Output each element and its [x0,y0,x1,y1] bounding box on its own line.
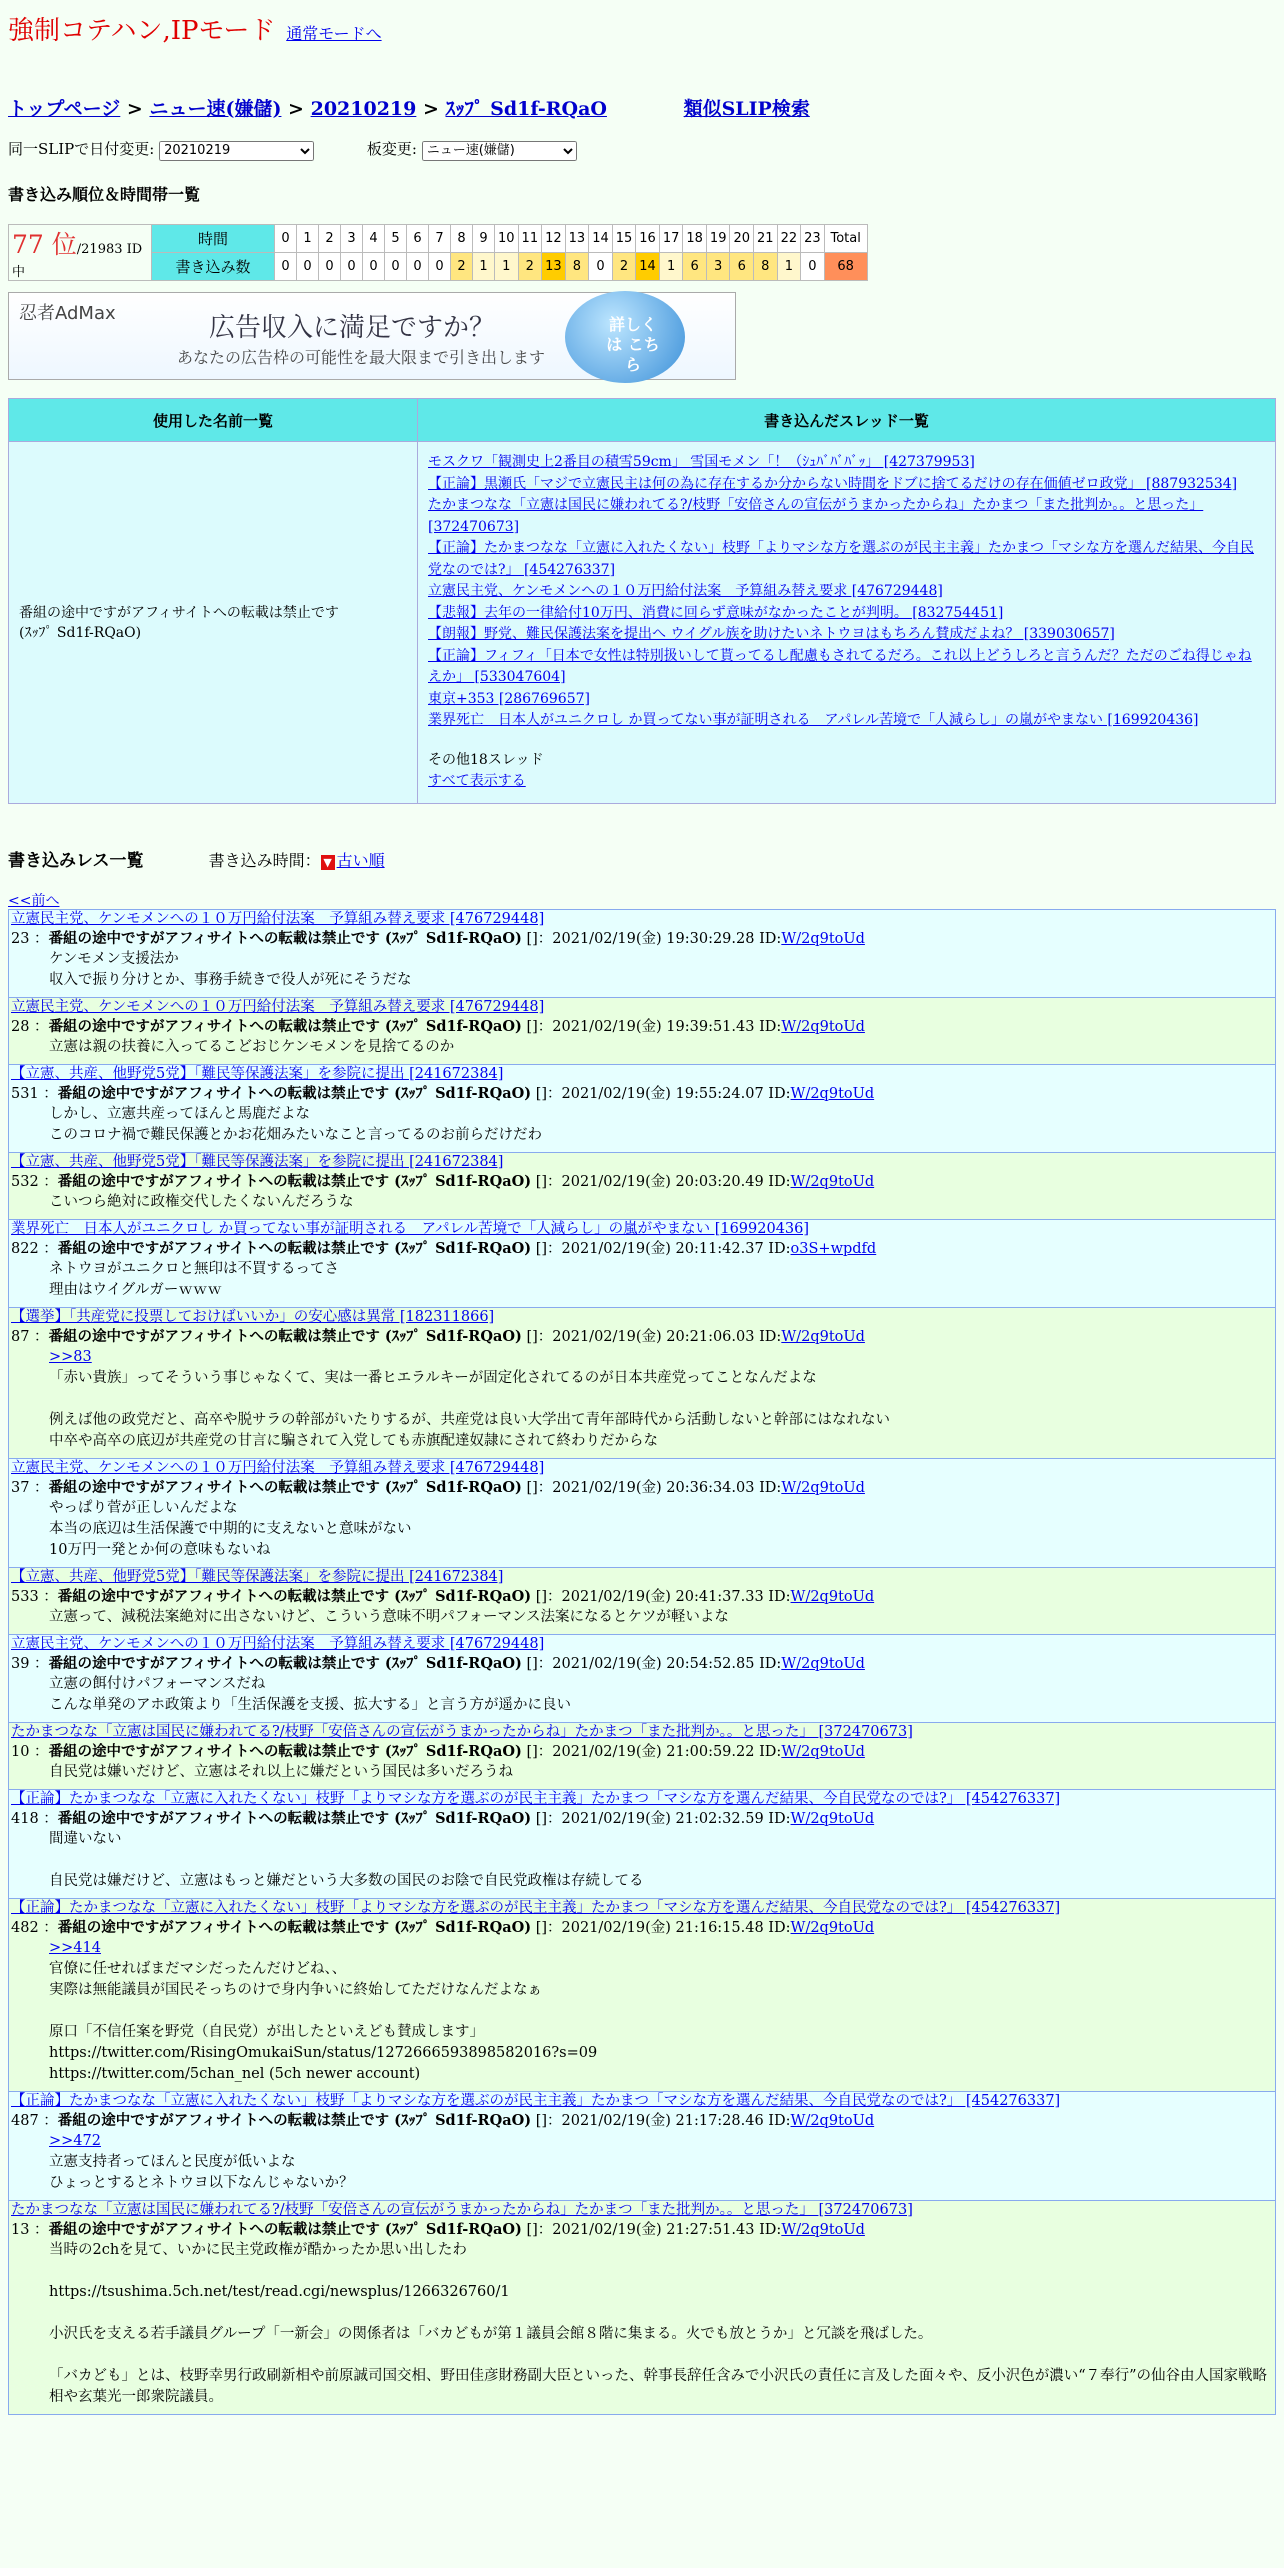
post-thread-link[interactable]: 【選挙】「共産党に投票しておけばいいか」の安心感は異常 [182311866] [11,1309,495,1325]
post-thread-link[interactable]: 【正論】たかまつなな「立憲に入れたくない」枝野「よりマシな方を選ぶのが民主主義」たかまつ「マシな方を選んだ結果、今自民党なのでは?」 [454276337] [11,1791,1061,1807]
post-body-wrap [9,1192,1275,1219]
hour-header: 20 [730,225,754,253]
post-meta: []：2021/02/19(金) 21:00:59.22 ID: [521,1744,782,1760]
post-author: 番組の途中ですがアフィサイトへの転載は禁止です (ｽｯﾌﾟ Sd1f-RQaO) [48,1479,522,1496]
hour-header: 8 [451,225,473,253]
post-number: 39 [11,1656,30,1672]
post-body-wrap [9,1498,1275,1567]
thread-link[interactable]: たかまつなな「立憲は国民に嫌われてる?/枝野「安倍さんの宣伝がうまかったからね」たかまつ「また批判か。。と思った」 [372470673] [428,497,1204,535]
post-item [8,1458,1276,1567]
post-thread-link[interactable]: 業界死亡 日本人がユニクロし か買ってない事が証明される アパレル苦境で「人減らし」の嵐がやまない [169920436] [11,1221,810,1237]
post-id-link[interactable]: W/2q9toUd [790,1174,875,1190]
hour-count: 8 [754,253,778,281]
post-id-link[interactable]: W/2q9toUd [781,1329,865,1345]
hour-header: 4 [363,225,385,253]
post-number: 10 [11,1744,30,1760]
reply-anchor-link[interactable]: >>83 [49,1349,92,1365]
post-body: ケンモメン支援法か 収入で振り分けとか、事務手続きで役人が死にそうだな [49,951,412,988]
show-all-link[interactable]: すべて表示する [428,773,526,789]
thread-link[interactable]: 【悲報】去年の一律給付10万円、消費に回らず意味がなかったことが判明。 [832754451] [428,604,1004,621]
hour-header: 18 [683,225,707,253]
post-thread-link[interactable]: 立憲民主党、ケンモメンへの１０万円給付法案 予算組み替え要求 [476729448] [11,1636,545,1652]
prev-page-link[interactable]: <<前へ [8,893,60,909]
post-header: 28 ：番組の途中ですがアフィサイトへの転載は禁止です (ｽｯﾌﾟ Sd1f-RQaO) []：2021/02/19(金) 19:39:51.43 ID:W/2q9toUd [11,1018,865,1035]
post-header: 531 ：番組の途中ですがアフィサイトへの転載は禁止です (ｽｯﾌﾟ Sd1f-RQaO) []：2021/02/19(金) 19:55:24.07 ID:W/2q9toUd [11,1085,875,1102]
post-author: 番組の途中ですがアフィサイトへの転載は禁止です (ｽｯﾌﾟ Sd1f-RQaO) [57,1240,532,1257]
hour-header: 7 [429,225,451,253]
post-number: 28 [11,1019,30,1035]
post-item [8,1064,1276,1152]
sort-down-icon: ▼ [321,855,335,870]
thread-link[interactable]: 業界死亡 日本人がユニクロし か買ってない事が証明される アパレル苦境で「人減らし」の嵐がやまない [169920436] [428,712,1199,728]
post-body-wrap [9,1037,1275,1064]
post-meta: []：2021/02/19(金) 19:30:29.28 ID: [521,931,782,947]
hour-header: 15 [612,225,636,253]
post-meta: []：2021/02/19(金) 21:27:51.43 ID: [521,2222,782,2238]
hour-count: 0 [363,253,385,281]
post-author: 番組の途中ですがアフィサイトへの転載は禁止です (ｽｯﾌﾟ Sd1f-RQaO) [57,2112,532,2129]
post-header: 23 ：番組の途中ですがアフィサイトへの転載は禁止です (ｽｯﾌﾟ Sd1f-RQaO) []：2021/02/19(金) 19:30:29.28 ID:W/2q9toUd [11,930,865,947]
thread-link[interactable]: 【正論】たかまつなな「立憲に入れたくない」枝野「よりマシな方を選ぶのが民主主義」たかまつ「マシな方を選んだ結果、今自民党なのでは?」 [454276337] [428,540,1254,578]
hour-header: 21 [754,225,778,253]
post-author: 番組の途中ですがアフィサイトへの転載は禁止です (ｽｯﾌﾟ Sd1f-RQaO) [48,1018,522,1035]
hour-count: 3 [706,253,730,281]
hour-count: 6 [730,253,754,281]
post-header: 37 ：番組の途中ですがアフィサイトへの転載は禁止です (ｽｯﾌﾟ Sd1f-RQaO) []：2021/02/19(金) 20:36:34.03 ID:W/2q9toUd [11,1479,865,1496]
post-item [8,1567,1276,1634]
post-number: 487 [11,2113,39,2129]
post-author: 番組の途中ですがアフィサイトへの転載は禁止です (ｽｯﾌﾟ Sd1f-RQaO) [57,1919,532,1936]
post-thread-link[interactable]: 【立憲、共産、他野党5党】「難民等保護法案」を参院に提出 [241672384] [11,1569,504,1585]
thread-link[interactable]: モスクワ「観測史上2番目の積雪59cm」 雪国モメン「！（ｼｭﾊﾞﾊﾞﾊﾞｯ」 [427379953] [428,454,975,470]
post-id-link[interactable]: W/2q9toUd [790,2113,875,2129]
hour-count: 0 [297,253,319,281]
post-number: 531 [11,1086,39,1102]
post-id-link[interactable]: o3S+wpdfd [790,1241,877,1257]
hour-header: 6 [407,225,429,253]
hour-count: 0 [319,253,341,281]
ad-logo: 忍者AdMax [19,303,116,324]
post-item [8,1634,1276,1722]
post-number: 822 [11,1241,39,1257]
posts-title: 書き込みレス一覧 [8,851,144,871]
post-body-wrap [9,1607,1275,1634]
thread-link[interactable]: 【正論】フィフィ「日本で女性は特別扱いして貰ってるし配慮もされてるだろ。これ以上どうしろと言うんだ？ただのごね得じゃねえか」 [533047604] [428,647,1252,685]
hour-header: 3 [341,225,363,253]
hour-header: 9 [473,225,495,253]
post-thread-link[interactable]: たかまつなな「立憲は国民に嫌われてる?/枝野「安倍さんの宣伝がうまかったからね」たかまつ「また批判か。。と思った」 [372470673] [11,1724,913,1740]
post-item [8,2200,1276,2415]
more-threads-text: その他18スレッド [428,751,544,768]
hour-header: 22 [777,225,801,253]
rank-of-total: /21983 ID中 [12,242,143,280]
breadcrumb-slip[interactable]: ｽｯﾌﾟ Sd1f-RQaO [445,98,607,120]
post-meta: []：2021/02/19(金) 21:17:28.46 ID: [531,2113,791,2129]
post-body: 立憲って、減税法案絶対に出さないけど、こういう意味不明パフォーマンス法案になるとケツが軽いよな [49,1609,729,1625]
hour-header: 1 [297,225,319,253]
post-thread-link[interactable]: 立憲民主党、ケンモメンへの１０万円給付法案 予算組み替え要求 [476729448] [11,1460,545,1476]
hour-count: 0 [341,253,363,281]
post-body: しかし、立憲共産ってほんと馬鹿だよな このコロナ禍で難民保護とかお花畑みたいなこと言ってるのお前らだけだわ [49,1106,542,1143]
post-body: ネトウヨがユニクロと無印は不買するってさ 理由はウイグルガーｗｗｗ [49,1261,339,1298]
hour-header: 5 [385,225,407,253]
thread-link[interactable]: 【正論】黒瀬氏「マジで立憲民主は何の為に存在するか分からない時間をドブに捨てるだけの存在価値ゼロ政党」 [887932534] [428,475,1238,492]
ad-subtext: あなたの広告枠の可能性を最大限まで引き出します [177,348,546,367]
post-item [8,1722,1276,1789]
post-thread-link[interactable]: 【正論】たかまつなな「立憲に入れたくない」枝野「よりマシな方を選ぶのが民主主義」たかまつ「マシな方を選んだ結果、今自民党なのでは?」 [454276337] [11,1900,1061,1916]
post-item [8,1307,1276,1458]
post-meta: []：2021/02/19(金) 20:21:06.03 ID: [521,1329,782,1345]
post-meta: []：2021/02/19(金) 19:55:24.07 ID: [531,1086,791,1102]
used-name: 番組の途中ですがアフィサイトへの転載は禁止です [19,605,339,622]
post-author: 番組の途中ですがアフィサイトへの転載は禁止です (ｽｯﾌﾟ Sd1f-RQaO) [48,2221,522,2238]
hour-header: 10 [495,225,519,253]
post-body: 立憲支持者ってほんと民度が低いよな ひょっとするとネトウヨ以下なんじゃないか？ [49,2154,354,2191]
sort-order-link[interactable]: 古い順 [336,851,385,870]
ranking-table [8,224,868,281]
post-item [8,1152,1276,1219]
post-body-wrap [9,1674,1275,1722]
total-header: Total [824,225,867,253]
post-id-link[interactable]: W/2q9toUd [790,1811,875,1827]
hour-count: 0 [407,253,429,281]
post-number: 37 [11,1480,30,1496]
post-header: 533 ：番組の途中ですがアフィサイトへの転載は禁止です (ｽｯﾌﾟ Sd1f-RQaO) []：2021/02/19(金) 20:41:37.33 ID:W/2q9toUd [11,1588,875,1605]
post-author: 番組の途中ですがアフィサイトへの転載は禁止です (ｽｯﾌﾟ Sd1f-RQaO) [48,930,522,947]
breadcrumb-date[interactable]: 20210219 [310,98,417,120]
post-number: 533 [11,1589,39,1605]
thread-list [428,452,1265,732]
post-thread-link[interactable]: 立憲民主党、ケンモメンへの１０万円給付法案 予算組み替え要求 [476729448] [11,999,545,1015]
post-thread-link[interactable]: たかまつなな「立憲は国民に嫌われてる?/枝野「安倍さんの宣伝がうまかったからね」たかまつ「また批判か。。と思った」 [372470673] [11,2202,913,2218]
post-header: 482 ：番組の途中ですがアフィサイトへの転載は禁止です (ｽｯﾌﾟ Sd1f-RQaO) []：2021/02/19(金) 21:16:15.48 ID:W/2q9toUd [11,1919,875,1936]
name-list-cell [9,442,418,804]
post-body-wrap [9,2240,1275,2414]
post-body: 間違いない 自民党は嫌だけど、立憲はもっと嫌だという大多数の国民のお陰で自民党政権は存続してる [49,1831,644,1889]
hour-header: 17 [659,225,683,253]
post-header: 39 ：番組の途中ですがアフィサイトへの転載は禁止です (ｽｯﾌﾟ Sd1f-RQaO) []：2021/02/19(金) 20:54:52.85 ID:W/2q9toUd [11,1655,865,1672]
post-item [8,909,1276,997]
similar-slip-search-link[interactable]: 類似SLIP検索 [683,98,810,120]
post-author: 番組の途中ですがアフィサイトへの転載は禁止です (ｽｯﾌﾟ Sd1f-RQaO) [57,1810,532,1827]
post-body-wrap [9,2131,1275,2200]
ad-headline: 広告収入に満足ですか？ [209,313,496,343]
hour-count: 1 [495,253,519,281]
hour-count: 2 [612,253,636,281]
date-select[interactable] [159,141,314,161]
hour-count: 8 [565,253,589,281]
hour-header: 16 [636,225,660,253]
post-meta: []：2021/02/19(金) 19:39:51.43 ID: [521,1019,782,1035]
mode-bar [8,10,382,47]
normal-mode-link[interactable]: 通常モードへ [286,24,382,43]
more-threads [428,750,1265,793]
post-thread-link[interactable]: 立憲民主党、ケンモメンへの１０万円給付法案 予算組み替え要求 [476729448] [11,911,545,927]
post-body: こいつら絶対に政権交代したくないんだろうな [49,1194,354,1210]
hour-header: 23 [801,225,825,253]
breadcrumb-sep: > [120,98,150,120]
post-meta: []：2021/02/19(金) 20:54:52.85 ID: [521,1656,782,1672]
post-header: 418 ：番組の途中ですがアフィサイトへの転載は禁止です (ｽｯﾌﾟ Sd1f-RQaO) []：2021/02/19(金) 21:02:32.59 ID:W/2q9toUd [11,1810,875,1827]
post-item [8,1219,1276,1307]
post-body-wrap [9,1347,1275,1458]
post-number: 418 [11,1811,39,1827]
post-body-wrap [9,1829,1275,1898]
hour-header: 19 [706,225,730,253]
post-body: 自民党は嫌いだけど、立憲はそれ以上に嫌だという国民は多いだろうね [49,1764,513,1780]
post-id-link[interactable]: W/2q9toUd [781,931,865,947]
post-id-link[interactable]: W/2q9toUd [781,2222,865,2238]
hour-header: 12 [542,225,566,253]
threads-header: 書き込んだスレッド一覧 [418,399,1276,442]
post-body-wrap [9,1104,1275,1152]
post-id-link[interactable]: W/2q9toUd [781,1480,865,1496]
post-body-wrap [9,1259,1275,1307]
thread-list-cell [418,442,1276,804]
post-id-link[interactable]: W/2q9toUd [790,1589,875,1605]
hour-header: 2 [319,225,341,253]
hour-count: 14 [636,253,660,281]
thread-link[interactable]: 立憲民主党、ケンモメンへの１０万円給付法案 予算組み替え要求 [476729448] [428,583,943,599]
hour-header: 0 [275,225,297,253]
post-body: やっぱり菅が正しいんだよな 本当の底辺は生活保護で中期的に支えないと意味がない 10万円一発とか何の意味もないね [49,1500,412,1558]
reply-anchor-link[interactable]: >>414 [49,1940,101,1956]
post-header: 10 ：番組の途中ですがアフィサイトへの転載は禁止です (ｽｯﾌﾟ Sd1f-RQaO) []：2021/02/19(金) 21:00:59.22 ID:W/2q9toUd [11,1743,865,1760]
post-thread-link[interactable]: 【正論】たかまつなな「立憲に入れたくない」枝野「よりマシな方を選ぶのが民主主義」たかまつ「マシな方を選んだ結果、今自民党なのでは?」 [454276337] [11,2093,1061,2109]
post-thread-link[interactable]: 【立憲、共産、他野党5党】「難民等保護法案」を参院に提出 [241672384] [11,1066,504,1082]
posts-header [8,846,385,871]
breadcrumb [8,94,810,121]
post-item [8,997,1276,1064]
post-number: 482 [11,1920,39,1936]
hour-count: 2 [518,253,542,281]
post-body: 立憲は親の扶養に入ってるこどおじケンモメンを見捨てるのか [49,1039,455,1055]
breadcrumb-board[interactable]: ニュー速(嫌儲) [149,98,282,120]
hour-count: 1 [659,253,683,281]
post-number: 87 [11,1329,30,1345]
ad-button-text[interactable]: 詳しくは こちら [606,315,660,374]
hour-count: 1 [777,253,801,281]
post-author: 番組の途中ですがアフィサイトへの転載は禁止です (ｽｯﾌﾟ Sd1f-RQaO) [57,1085,532,1102]
hour-header: 13 [565,225,589,253]
post-thread-link[interactable]: 【立憲、共産、他野党5党】「難民等保護法案」を参院に提出 [241672384] [11,1154,504,1170]
hour-count: 1 [473,253,495,281]
post-id-link[interactable]: W/2q9toUd [790,1920,875,1936]
hour-count: 0 [385,253,407,281]
post-id-link[interactable]: W/2q9toUd [781,1744,865,1760]
ranking-heading: 書き込み順位＆時間帯一覧 [8,185,201,204]
post-meta: []：2021/02/19(金) 21:16:15.48 ID: [531,1920,791,1936]
time-order-label: 書き込み時間： [208,851,321,870]
breadcrumb-sep: > [416,98,446,120]
post-number: 13 [11,2222,30,2238]
post-id-link[interactable]: W/2q9toUd [781,1656,865,1672]
hour-count: 13 [542,253,566,281]
post-body-wrap [9,1762,1275,1789]
thread-link[interactable]: 東京+353 [286769657] [428,690,590,707]
post-body: 官僚に任せればまだマシだったんだけどね、、 実際は無能議員が国民そっちのけで身内争いに終始してただけなんだよなぁ 原口「不信任案を野党（自民党）が出したといえども賛成します」 https://twitter.com/RisingOmukaiSun/status/1272666593898582016?s=09 https://twitter.com/5chan_nel (5ch newer account) [49,1961,598,2082]
post-id-link[interactable]: W/2q9toUd [781,1019,865,1035]
board-change-label: 板変更: [366,140,417,158]
post-author: 番組の途中ですがアフィサイトへの転載は禁止です (ｽｯﾌﾟ Sd1f-RQaO) [48,1328,522,1345]
post-number: 23 [11,931,30,947]
used-name-slip: (ｽｯﾌﾟ Sd1f-RQaO) [19,625,142,642]
post-meta: []：2021/02/19(金) 20:36:34.03 ID: [521,1480,782,1496]
hour-count: 0 [589,253,613,281]
total-count: 68 [824,253,867,281]
date-change-label: 同一SLIPで日付変更: [8,140,155,158]
hour-count: 2 [451,253,473,281]
breadcrumb-sep: > [281,98,311,120]
breadcrumb-top[interactable]: トップページ [8,98,121,120]
post-meta: []：2021/02/19(金) 20:03:20.49 ID: [531,1174,791,1190]
board-select[interactable] [422,141,577,161]
post-header: 532 ：番組の途中ですがアフィサイトへの転載は禁止です (ｽｯﾌﾟ Sd1f-RQaO) []：2021/02/19(金) 20:03:20.49 ID:W/2q9toUd [11,1173,875,1190]
hour-count: 6 [683,253,707,281]
post-number: 532 [11,1174,39,1190]
post-author: 番組の途中ですがアフィサイトへの転載は禁止です (ｽｯﾌﾟ Sd1f-RQaO) [57,1173,532,1190]
post-body: 「赤い貴族」ってそういう事じゃなくて、実は一番ヒエラルキーが固定化されてるのが日本共産党ってことなんだよな 例えば他の政党だと、高卒や脱サラの幹部がいたりするが、共産党は良い大学出て青年部時代から活動しないと幹部にはなれない 中卒や高卒の底辺が共産党の甘言に騙されて入党しても赤旗配達奴隷にされて終わりだからな [49,1370,890,1449]
post-author: 番組の途中ですがアフィサイトへの転載は禁止です (ｽｯﾌﾟ Sd1f-RQaO) [57,1588,532,1605]
post-header: 13 ：番組の途中ですがアフィサイトへの転載は禁止です (ｽｯﾌﾟ Sd1f-RQaO) []：2021/02/19(金) 21:27:51.43 ID:W/2q9toUd [11,2221,865,2238]
names-threads-table [8,398,1276,804]
post-header: 87 ：番組の途中ですがアフィサイトへの転載は禁止です (ｽｯﾌﾟ Sd1f-RQaO) []：2021/02/19(金) 20:21:06.03 ID:W/2q9toUd [11,1328,865,1345]
post-body: 立憲の餌付けパフォーマンスだね こんな単発のアホ政策より「生活保護を支援、拡大する」と言う方が遥かに良い [49,1676,571,1713]
selector-row [8,138,625,161]
reply-anchor-link[interactable]: >>472 [49,2133,101,2149]
thread-link[interactable]: 【朗報】野党、難民保護法案を提出へ ウイグル族を助けたいネトウヨはもちろん賛成だよね？ [339030657] [428,626,1115,642]
post-header: 487 ：番組の途中ですがアフィサイトへの転載は禁止です (ｽｯﾌﾟ Sd1f-RQaO) []：2021/02/19(金) 21:17:28.46 ID:W/2q9toUd [11,2112,875,2129]
post-id-link[interactable]: W/2q9toUd [790,1086,875,1102]
hour-header: 14 [589,225,613,253]
hour-count: 0 [275,253,297,281]
post-meta: []：2021/02/19(金) 21:02:32.59 ID: [531,1811,791,1827]
rank-value: 77 位 [12,230,77,259]
current-mode: 強制コテハン,IPモード [8,16,276,46]
post-author: 番組の途中ですがアフィサイトへの転載は禁止です (ｽｯﾌﾟ Sd1f-RQaO) [48,1655,522,1672]
post-body-wrap [9,1938,1275,2091]
ad-banner[interactable] [8,292,736,380]
post-list [8,909,1276,2415]
hour-count: 0 [429,253,451,281]
post-item [8,1789,1276,1898]
post-body: 当時の2chを見て、いかに民主党政権が酷かったか思い出したわ https://tsushima.5ch.net/test/read.cgi/newsplus/1266326760/1 小沢氏を支える若手議員グループ「一新会」の関係者は「バカどもが第１議員会館８階に集まる。火でも放とうか」と冗談を飛ばした。 「バカども」とは、枝野幸男行政刷新相や前原誠司国交相、野田佳彦財務副大臣といった、幹事長辞任含みで小沢氏の責任に言及した面々や、反小沢色が濃い“７奉行”の仙谷由人国家戦略相や玄葉光一郎衆院議員。 [49,2242,1268,2405]
post-author: 番組の途中ですがアフィサイトへの転載は禁止です (ｽｯﾌﾟ Sd1f-RQaO) [48,1743,522,1760]
time-label: 時間 [152,225,275,253]
post-meta: []：2021/02/19(金) 20:41:37.33 ID: [531,1589,791,1605]
post-header: 822 ：番組の途中ですがアフィサイトへの転載は禁止です (ｽｯﾌﾟ Sd1f-RQaO) []：2021/02/19(金) 20:11:42.37 ID:o3S+wpdfd [11,1240,877,1257]
hour-header: 11 [518,225,542,253]
post-meta: []：2021/02/19(金) 20:11:42.37 ID: [531,1241,791,1257]
post-body-wrap [9,949,1275,997]
post-item [8,2091,1276,2200]
post-item [8,1898,1276,2091]
names-header: 使用した名前一覧 [9,399,418,442]
count-label: 書き込み数 [152,253,275,281]
hour-count: 0 [801,253,825,281]
rank-cell [9,225,152,281]
